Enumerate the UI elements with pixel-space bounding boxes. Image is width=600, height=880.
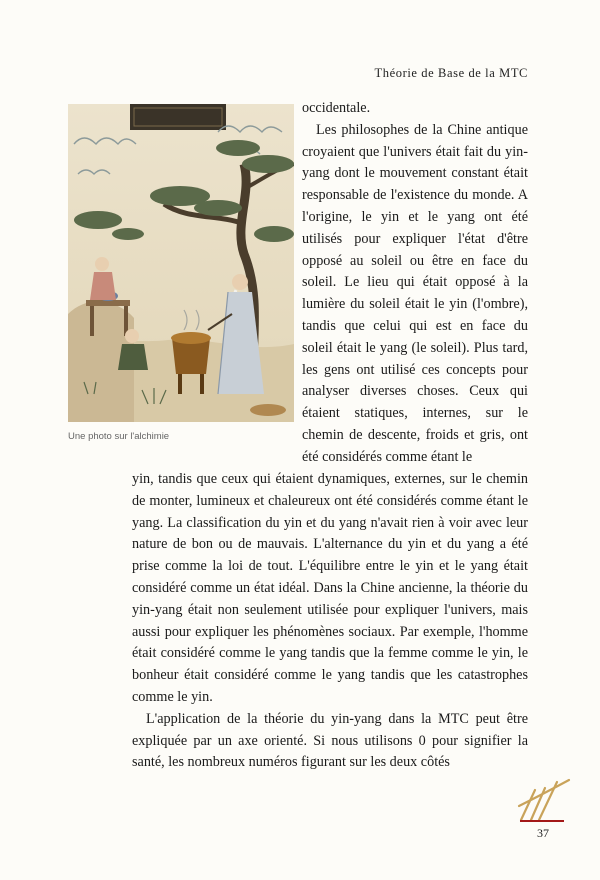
figure-caption: Une photo sur l'alchimie bbox=[68, 431, 170, 442]
alchemy-painting bbox=[68, 104, 294, 422]
page-number: 37 bbox=[537, 826, 549, 840]
paragraph-application: L'application de la théorie du yin-yang dans la MTC peut être expliquée par un axe orienté. Si nous utilisons 0 pour signifier la santé, les nombreux numéros figurant sur les deux côtés bbox=[132, 710, 528, 771]
alchemy-painting-image bbox=[68, 104, 294, 422]
paragraph-yin-yang-classification: yin, tandis que ceux qui étaient dynamiques, externes, sur le chemin de monter, lumineux et chaleureux ont été considérés comme étant le yang. La classification du yin et du yang n'avait rien à voir avec leur nature de bon ou de mauvais. L'alternance du yin et du yang a été prise comme la loi de tout. L'équilibre entre le yin et le yang était considéré comme un état idéal. Dans la Chine ancienne, la théorie du yin-yang était non seulement utilisée pour expliquer l'univers, mais aussi pour expliquer les phénomènes sociaux. Par exemple, l'homme était considéré comme le yang tandis que la femme comme le yin, le bonheur était considéré comme le yang tandis que les catastrophes comme le yin. bbox=[132, 471, 528, 705]
right-column-text bbox=[302, 98, 528, 469]
footer-rule bbox=[520, 820, 564, 822]
full-width-text bbox=[132, 469, 528, 774]
brush-stroke-ornament-icon bbox=[515, 776, 571, 824]
running-header: Théorie de Base de la MTC bbox=[374, 66, 528, 80]
paragraph-continuation: occidentale. bbox=[302, 100, 371, 116]
paragraph-philosophers: Les philosophes de la Chine antique croyaient que l'univers était fait du yin-yang dont le mouvement constant était responsable de l'existence du monde. A l'origine, le yin et le yang ont été utilisés pour expliquer l'état d'être opposé au soleil ou être en face du soleil. Le lieu qui était opposé à la lumière du soleil était le yin (l'ombre), tandis que celui qui est en face du soleil était le yang (le soleil). Plus tard, les gens ont utilisé ces concepts pour analyser diverses choses. Ceux qui étaient statiques, internes, sur le chemin de descente, froids et gris, ont été considérés comme étant le bbox=[302, 121, 528, 465]
